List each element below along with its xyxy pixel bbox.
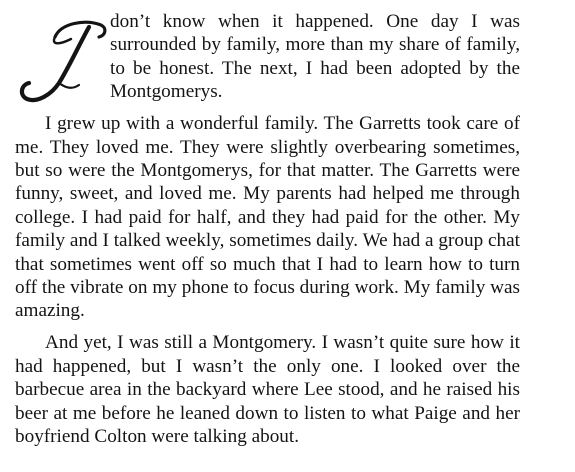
paragraph-1 [15, 10, 520, 104]
paragraph-3: And yet, I was still a Montgomery. I wasn’t quite sure how it had happened, but I wasn’t the only one. I looked over the barbecue area in the backyard where Lee stood, and he raised his beer at me before he leaned down to listen to what Paige and her boyfriend Colton were talking about. [15, 332, 520, 448]
paragraph-2: I grew up with a wonderful family. The Garretts took care of me. They loved me. They were slightly overbearing sometimes, but so were the Montgomerys, for that matter. The Garretts were funny, sweet, and loved me. My parents had helped me through college. I had paid for half, and they had paid for the other. My family and I talked weekly, sometimes daily. We had a group chat that sometimes went off so much that I had to learn how to turn off the vibrate on my phone to focus during work. My family was amazing. [15, 113, 520, 322]
book-page [15, 10, 520, 449]
paragraph-1-text: don’t know when it happened. One day I was surrounded by family, more than my share of family, to be honest. The next, I had been adopted by the Montgomerys. [110, 11, 520, 103]
drop-cap-glyph [15, 15, 110, 108]
drop-cap [15, 15, 110, 108]
